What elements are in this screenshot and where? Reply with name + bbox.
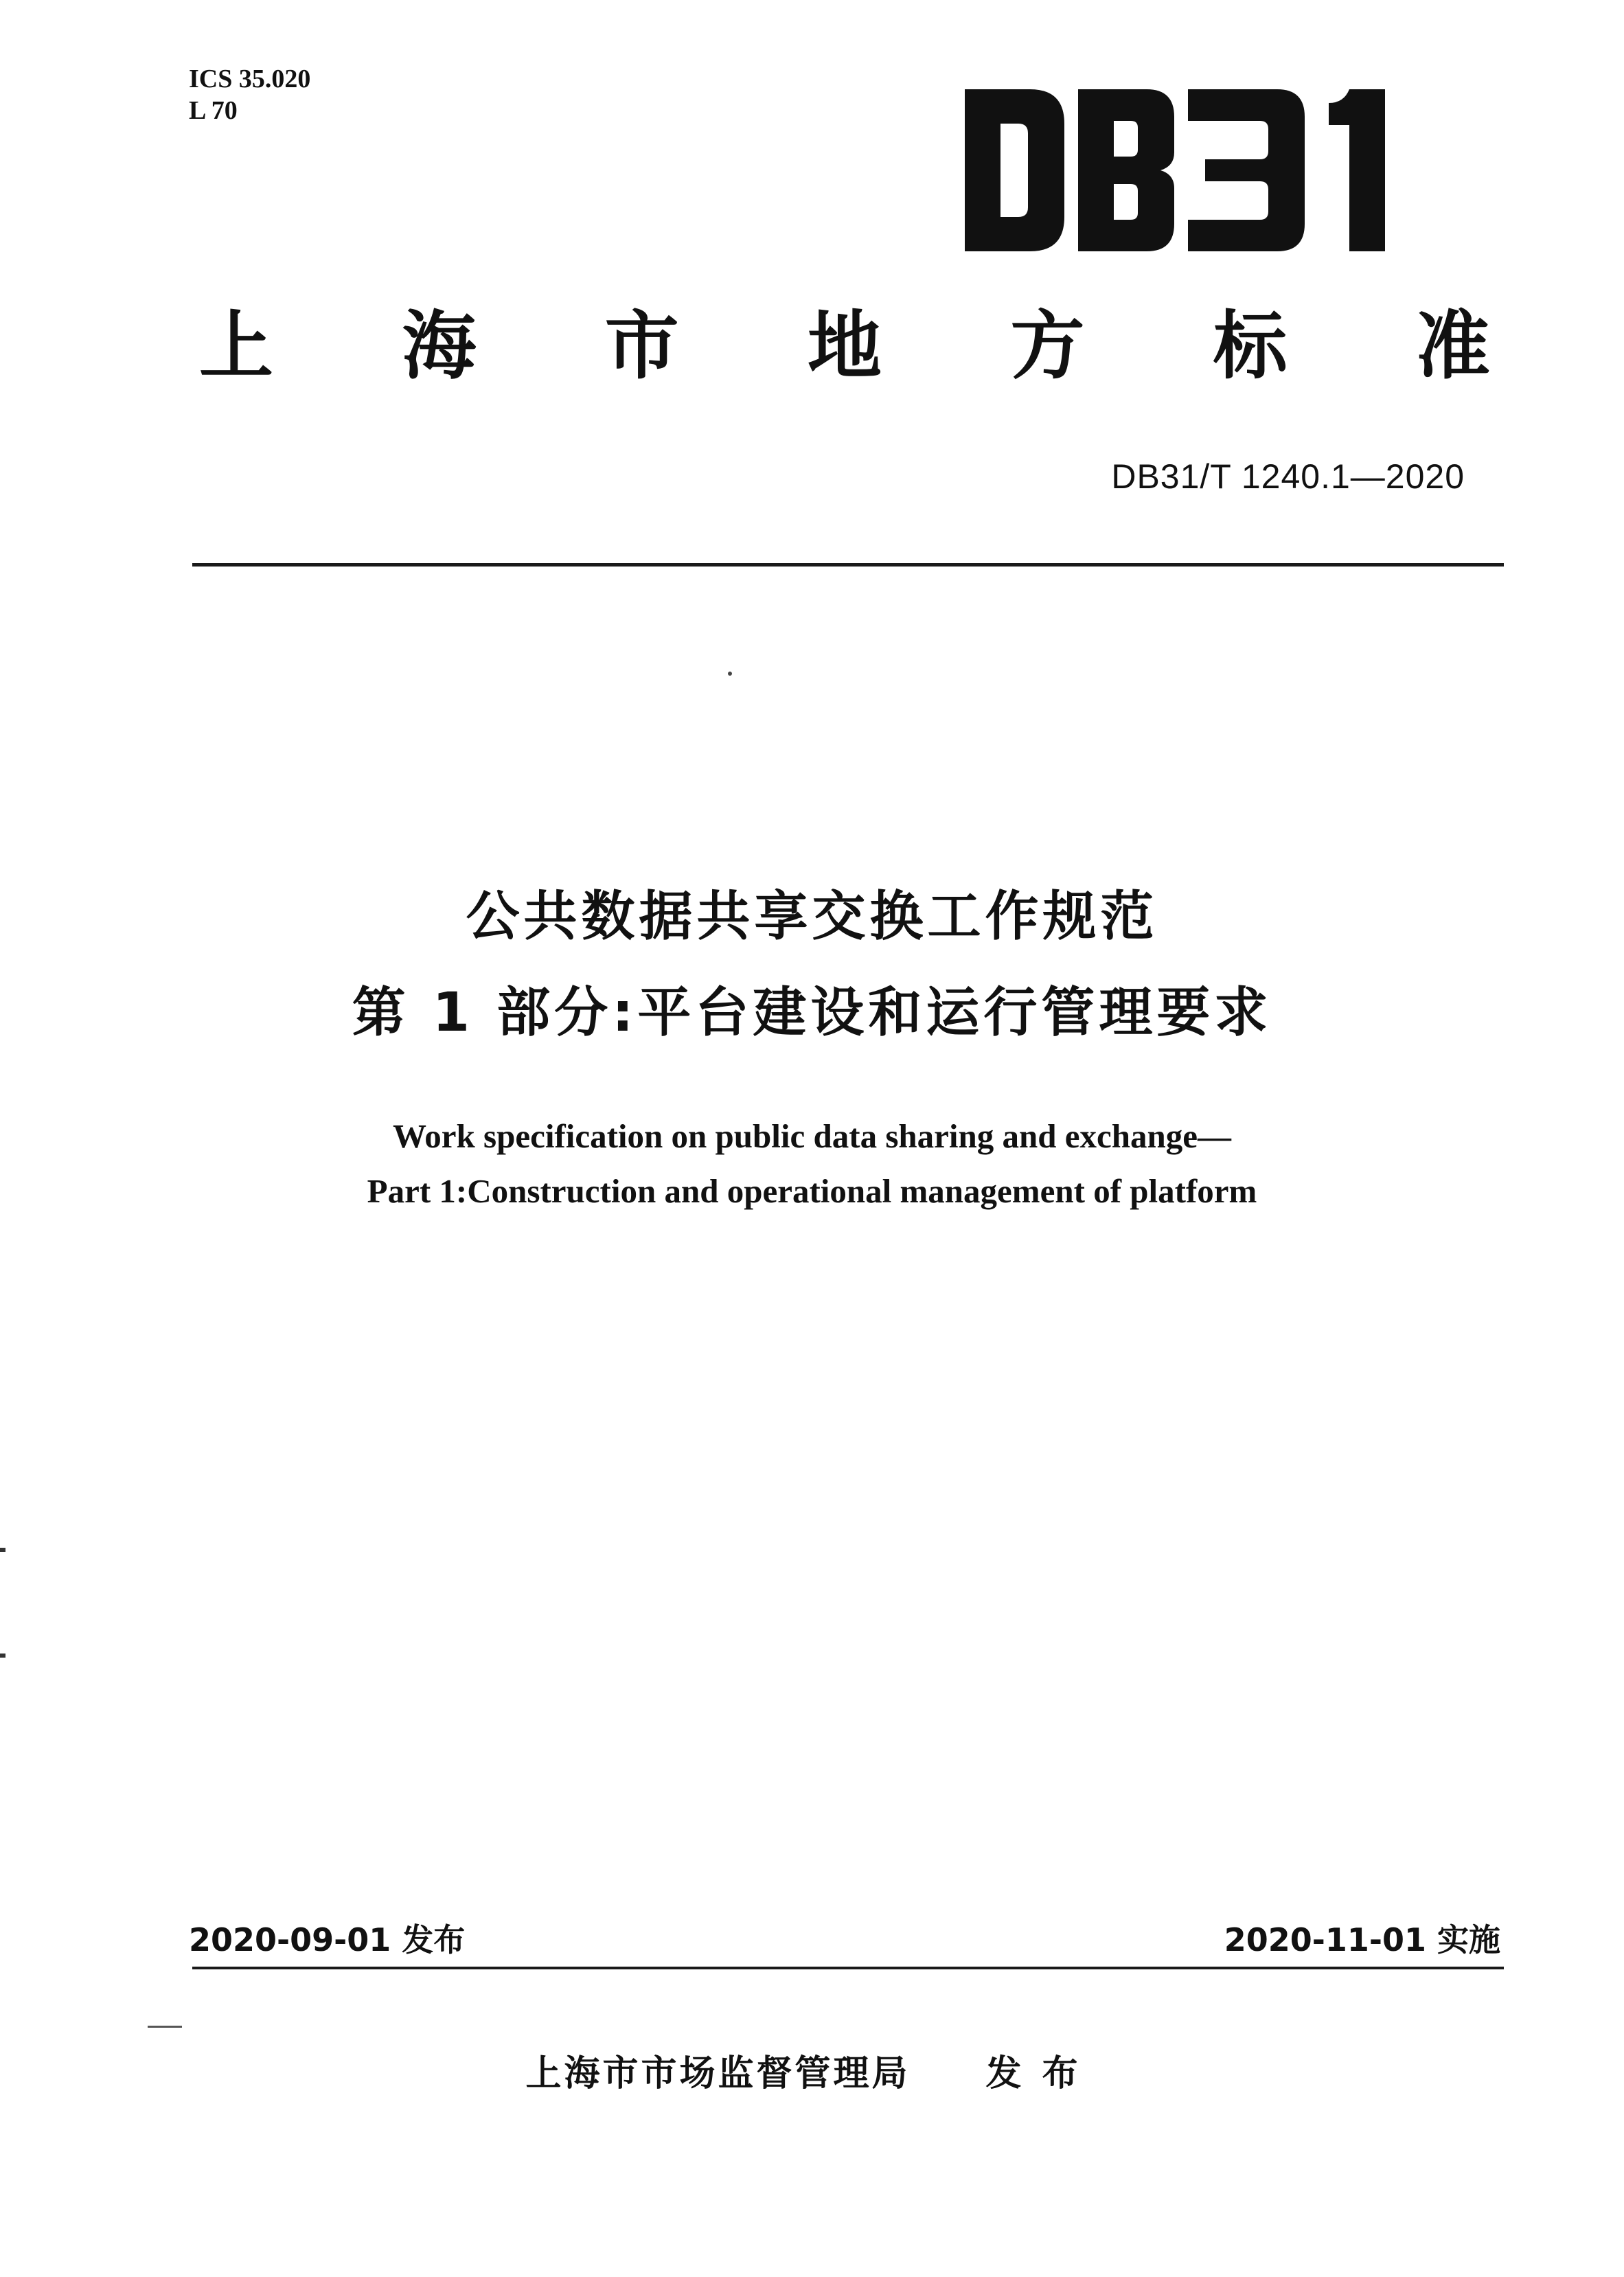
chinese-title-line-2: 第 1 部分:平台建设和运行管理要求 — [352, 982, 1272, 1044]
top-divider — [192, 563, 1504, 567]
standard-type-title — [199, 302, 1490, 391]
release-date: 2020-09-01 发布 — [189, 1921, 466, 1958]
standard-type-char: 标 — [1213, 304, 1288, 389]
issuer-line — [0, 2046, 1624, 2101]
scan-speck — [728, 672, 732, 676]
english-title-line-2: Part 1:Construction and operational management of platform — [367, 1172, 1257, 1210]
implementation-date: 2020-11-01 实施 — [1224, 1921, 1500, 1958]
db31-logo-graphic — [965, 89, 1418, 251]
chinese-title-line-1: 公共数据共享交换工作规范 — [466, 886, 1158, 948]
standard-type-char: 海 — [402, 304, 477, 389]
db31-logo — [965, 89, 1418, 251]
classification-codes — [189, 63, 310, 126]
standard-type-char: 地 — [807, 304, 882, 389]
standard-type-char: 方 — [1010, 304, 1085, 389]
issuer-action: 发布 — [985, 2053, 1099, 2094]
ics-code: ICS 35.020 — [189, 65, 311, 93]
standard-type-char: 上 — [199, 304, 274, 389]
scan-dash-mark — [148, 2026, 182, 2028]
bottom-divider — [192, 1967, 1504, 1969]
standard-type-char: 市 — [604, 304, 679, 389]
issuer-name: 上海市市场监督管理局 — [525, 2053, 911, 2094]
ccs-code: L 70 — [189, 96, 238, 125]
standard-number: DB31/T 1240.1—2020 — [1111, 457, 1465, 496]
scan-edge-mark — [0, 1654, 5, 1658]
scan-edge-mark — [0, 1548, 5, 1552]
english-title-line-1: Work specification on public data sharing and exchange— — [392, 1117, 1232, 1155]
standard-type-char: 准 — [1415, 304, 1490, 389]
